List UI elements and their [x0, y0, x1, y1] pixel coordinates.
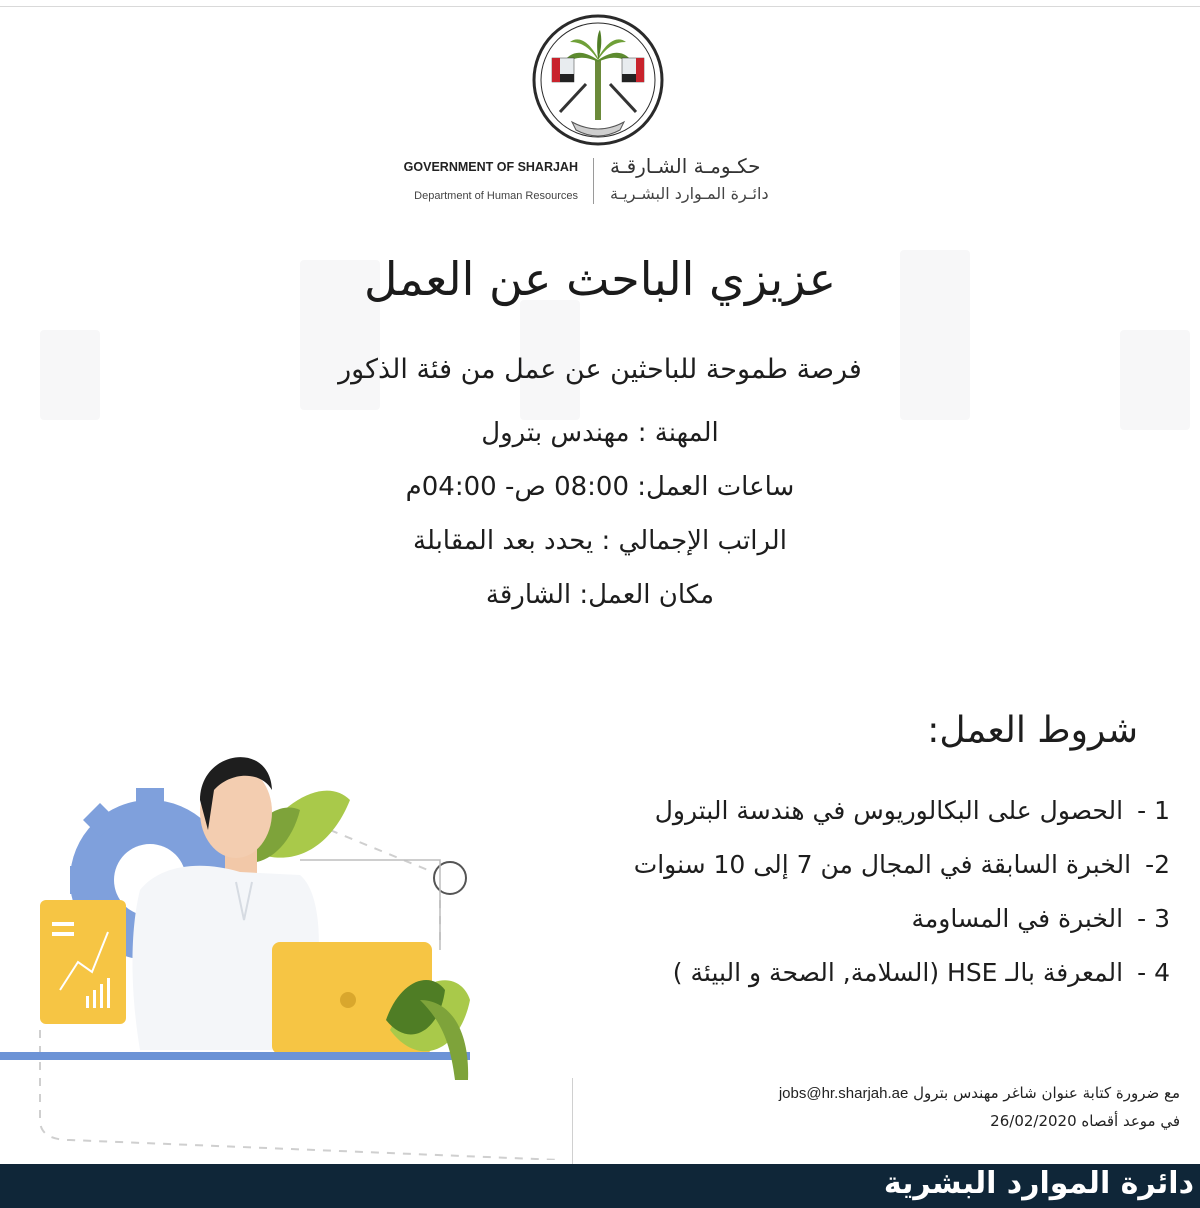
requirement-item: [530, 850, 1170, 879]
worker-illustration: [0, 700, 560, 1160]
sharjah-emblem-icon: [530, 12, 666, 148]
requirement-number: 1 -: [1137, 796, 1170, 825]
department-name-ar: دائـرة المـوارد البشـريـة: [610, 184, 769, 203]
requirement-text: المعرفة بالـ HSE (السلامة, الصحة و البيئة ): [672, 958, 1124, 987]
header-separator: [593, 158, 594, 204]
requirement-text: الخبرة في المساومة: [911, 904, 1124, 933]
detail-salary: الراتب الإجمالي : يحدد بعد المقابلة: [413, 526, 787, 556]
government-name-ar: حكـومـة الشـارقـة: [610, 154, 761, 178]
email-address: jobs@hr.sharjah.ae: [778, 1085, 909, 1102]
requirement-text: الحصول على البكالوريوس في هندسة البترول: [654, 796, 1124, 825]
application-note: [779, 1084, 1180, 1102]
requirement-item: [530, 958, 1170, 987]
page-title: عزيزي الباحث عن العمل: [363, 252, 837, 306]
requirement-item: [530, 796, 1170, 825]
requirement-item: [530, 904, 1170, 933]
government-name-en: GOVERNMENT OF SHARJAH: [403, 160, 578, 174]
requirement-number: 4 -: [1137, 958, 1170, 987]
detail-location: مكان العمل: الشارقة: [485, 580, 715, 610]
background-bar: [1120, 330, 1190, 430]
note-divider: [572, 1078, 573, 1164]
department-name-en: Department of Human Resources: [414, 190, 578, 202]
requirements-title: شروط العمل:: [927, 710, 1138, 751]
desk-surface: [0, 1052, 470, 1060]
page-subtitle: فرصة طموحة للباحثين عن عمل من فئة الذكور: [338, 354, 862, 385]
requirement-text: الخبرة السابقة في المجال من 7 إلى 10 سنوات: [633, 850, 1132, 879]
requirement-number: 2-: [1145, 850, 1170, 879]
government-header: [360, 152, 840, 212]
note-text: مع ضرورة كتابة عنوان شاغر مهندس بترول: [913, 1084, 1180, 1102]
top-divider: [0, 6, 1200, 7]
background-bar: [40, 330, 100, 420]
detail-hours: ساعات العمل: 08:00 ص- 04:00م: [405, 472, 795, 502]
background-bar: [900, 250, 970, 420]
footer-brand-mark: دائرة الموارد البشرية: [883, 1166, 1194, 1201]
node-circle: [434, 862, 466, 894]
chart-card-icon: [40, 900, 126, 1024]
requirement-number: 3 -: [1137, 904, 1170, 933]
deadline-note: في موعد أقصاه 26/02/2020: [990, 1112, 1180, 1130]
footer-bar: [0, 1164, 1200, 1208]
detail-profession: المهنة : مهندس بترول: [481, 418, 719, 448]
